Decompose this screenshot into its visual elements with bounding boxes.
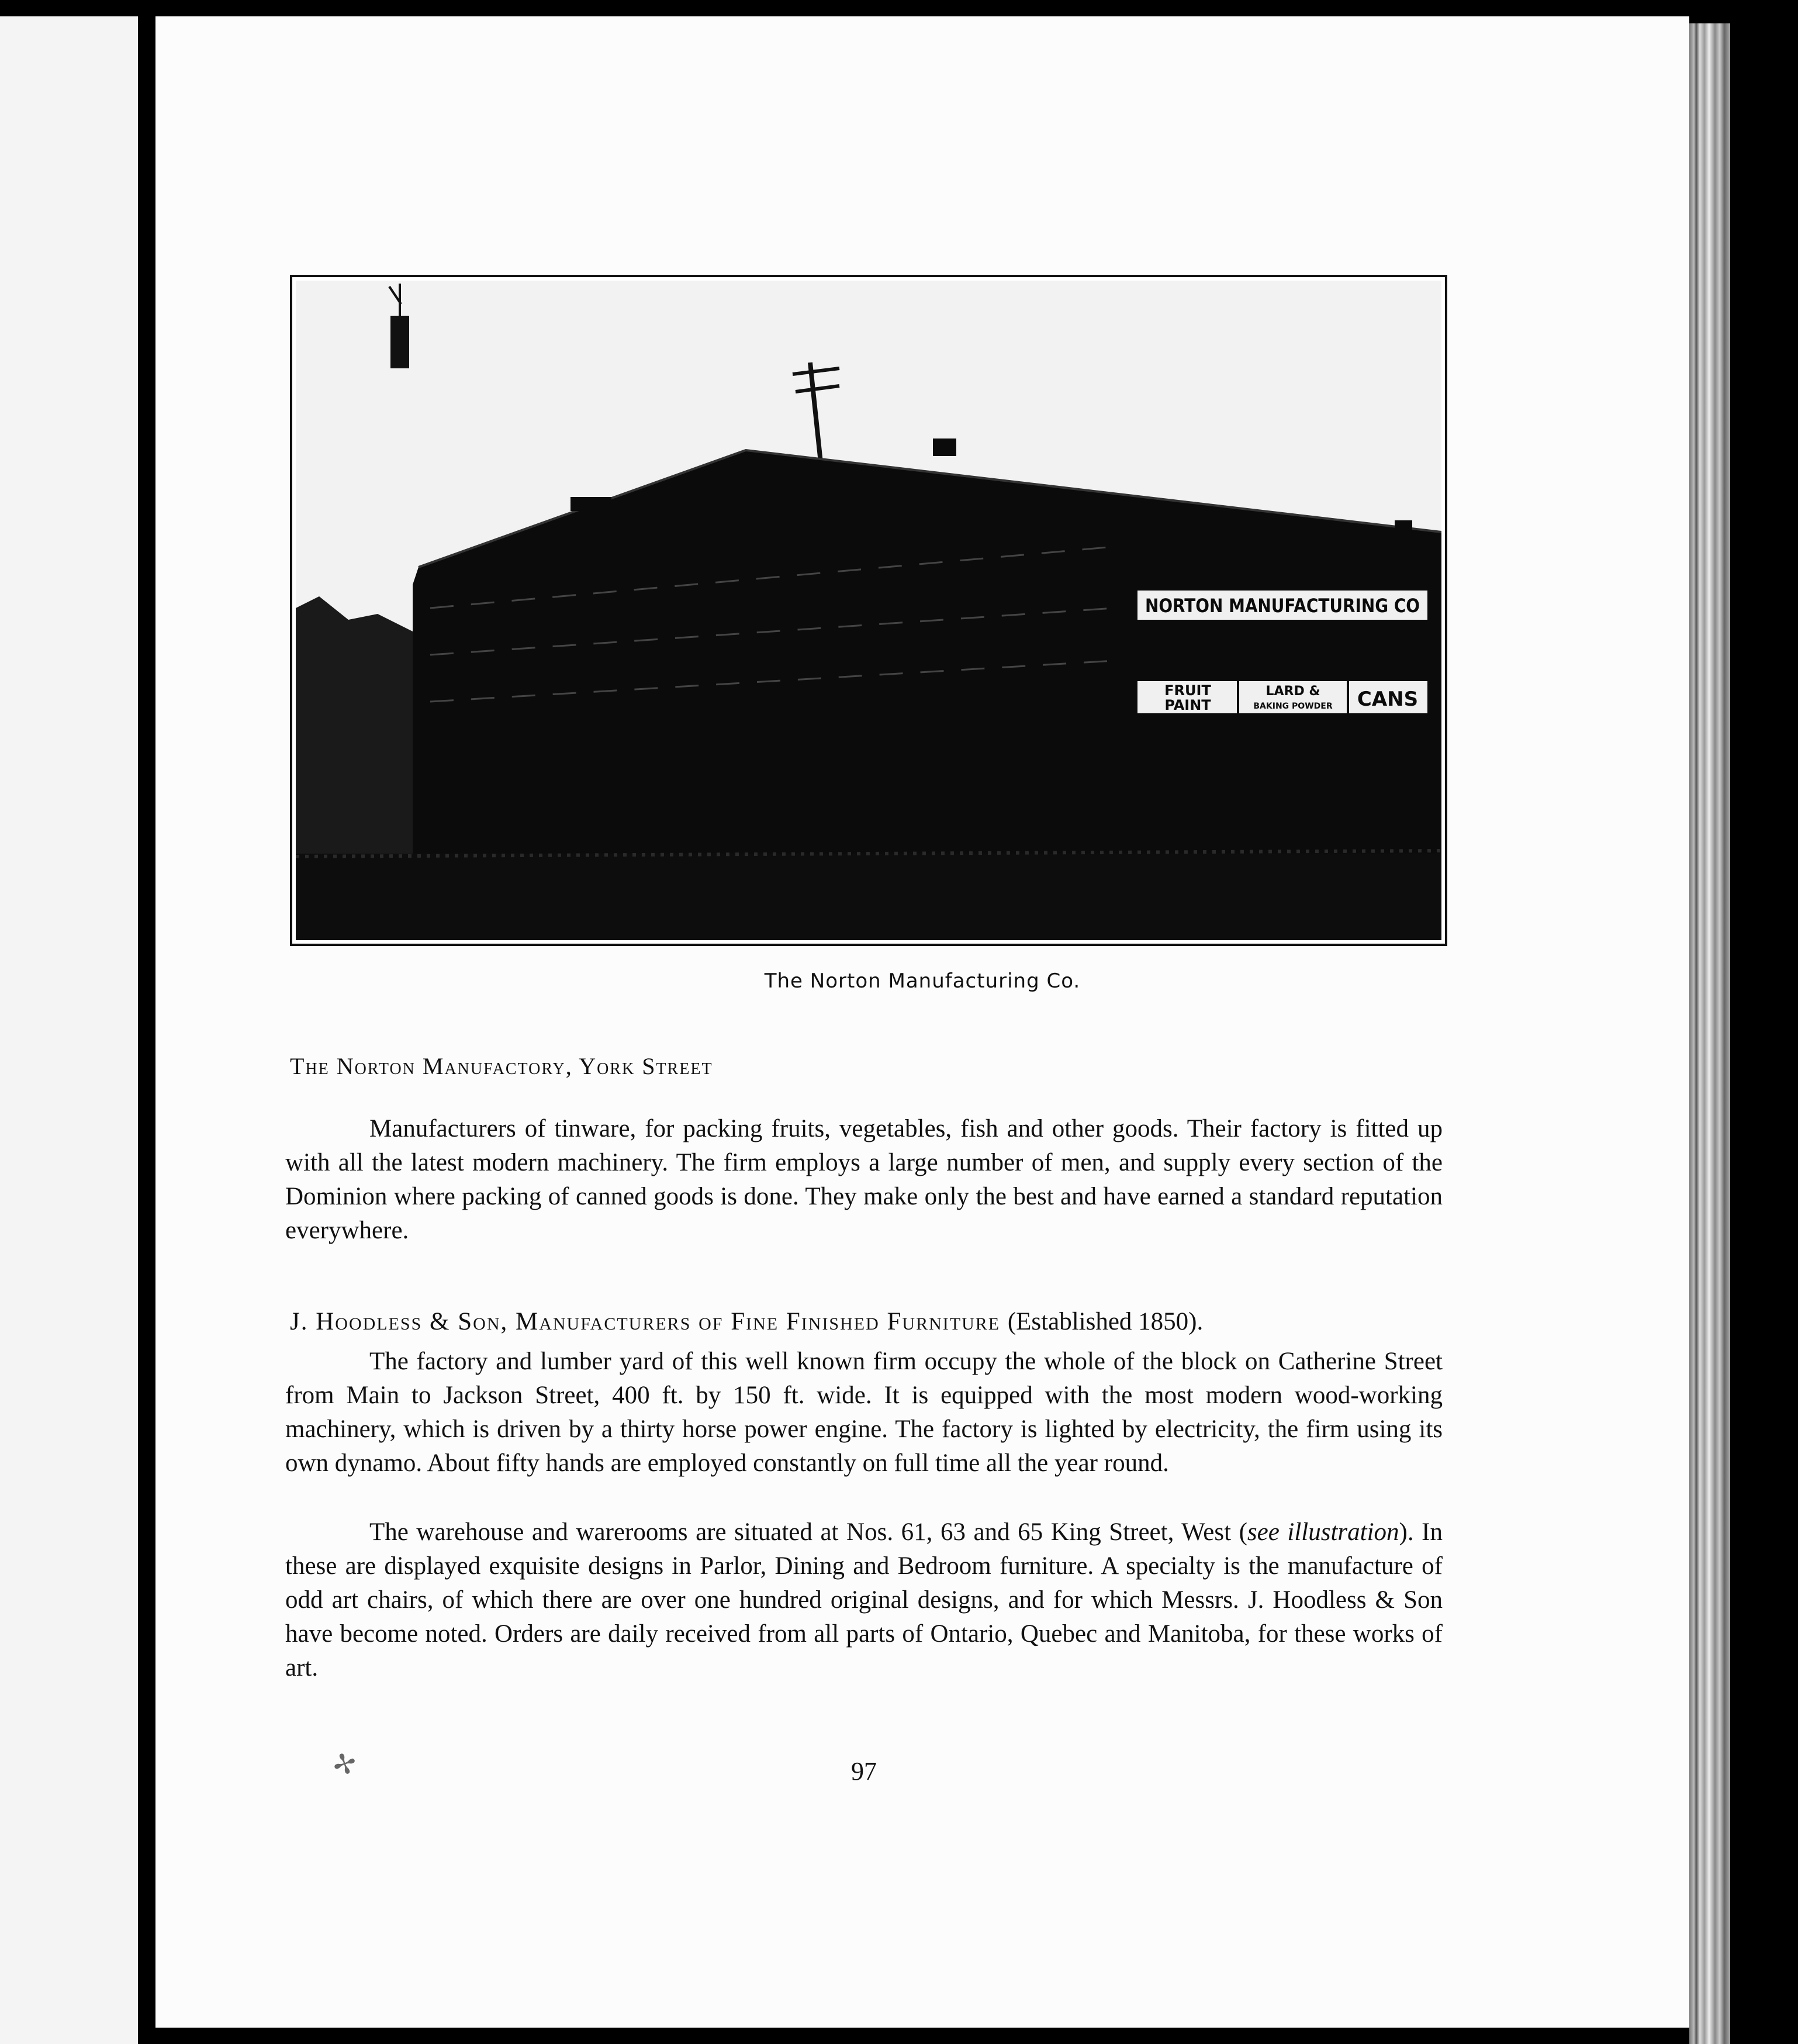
gutter-shadow: [138, 16, 155, 2044]
page-number: 97: [851, 1757, 877, 1786]
paragraph-norton-text: Manufacturers of tinware, for packing fruits, vegetables, fish and other goods. Their factory is fitted up with all the latest modern machinery. The firm employs a large number of men, and supply every section of the Dominion where packing of canned goods is done. They make only the best and have earned a standard reputation everywhere.: [285, 1115, 1443, 1244]
section-heading-norton: The Norton Manufactory, York Street: [290, 1053, 713, 1079]
sign-paint: PAINT: [1164, 697, 1211, 713]
paragraph-warehouse-text-b: ). In these are displayed exquisite designs in Parlor, Dining and Bedroom furniture. A specialty is the manufacture of odd art chairs, of which there are over one hundred original designs, and for which Messrs. J. Hoodless & Son have become noted. Orders are daily received from all parts of Ontario, Quebec and Manitoba, for these works of art.: [285, 1518, 1443, 1682]
heading-caps: J. Hoodless & Son, Manufacturers of Fine Finished Furniture: [290, 1308, 1001, 1335]
paragraph-hoodless-warehouse: [285, 1515, 1443, 1685]
paragraph-warehouse-text-a: The warehouse and warerooms are situated at Nos. 61, 63 and 65 King Street, West (: [369, 1518, 1247, 1546]
page-stack-edges: [1689, 23, 1730, 2044]
section-heading-hoodless: [290, 1307, 1203, 1336]
factory-photo-image: [296, 281, 1441, 940]
facing-page-edge: [0, 16, 138, 2044]
sign-norton: NORTON MANUFACTURING CO: [1145, 595, 1420, 617]
figure-caption: The Norton Manufacturing Co.: [764, 969, 1081, 993]
see-illustration-reference: see illustration: [1247, 1518, 1399, 1546]
paragraph-norton: [285, 1112, 1443, 1248]
paragraph-hoodless-factory-text: The factory and lumber yard of this well known firm occupy the whole of the block on Catherine Street from Main to Jackson Street, 400 ft. by 150 ft. wide. It is equipped with the most modern wood-working machinery, which is driven by a thirty horse power engine. The factory is lighted by electricity, the firm using its own dynamo. About fifty hands are employed constantly on full time all the year round.: [285, 1348, 1443, 1477]
ink-smudge-mark: ✢: [329, 1746, 362, 1784]
heading-established: (Established 1850).: [1007, 1308, 1204, 1335]
factory-photograph: [290, 275, 1447, 946]
paragraph-hoodless-factory: [285, 1345, 1443, 1480]
sign-lard: LARD &: [1265, 684, 1320, 699]
sign-fruit: FRUIT: [1164, 682, 1211, 699]
scan-background: [1730, 0, 1798, 2044]
sign-baking-powder: BAKING POWDER: [1253, 702, 1333, 711]
sign-cans: CANS: [1357, 688, 1419, 711]
